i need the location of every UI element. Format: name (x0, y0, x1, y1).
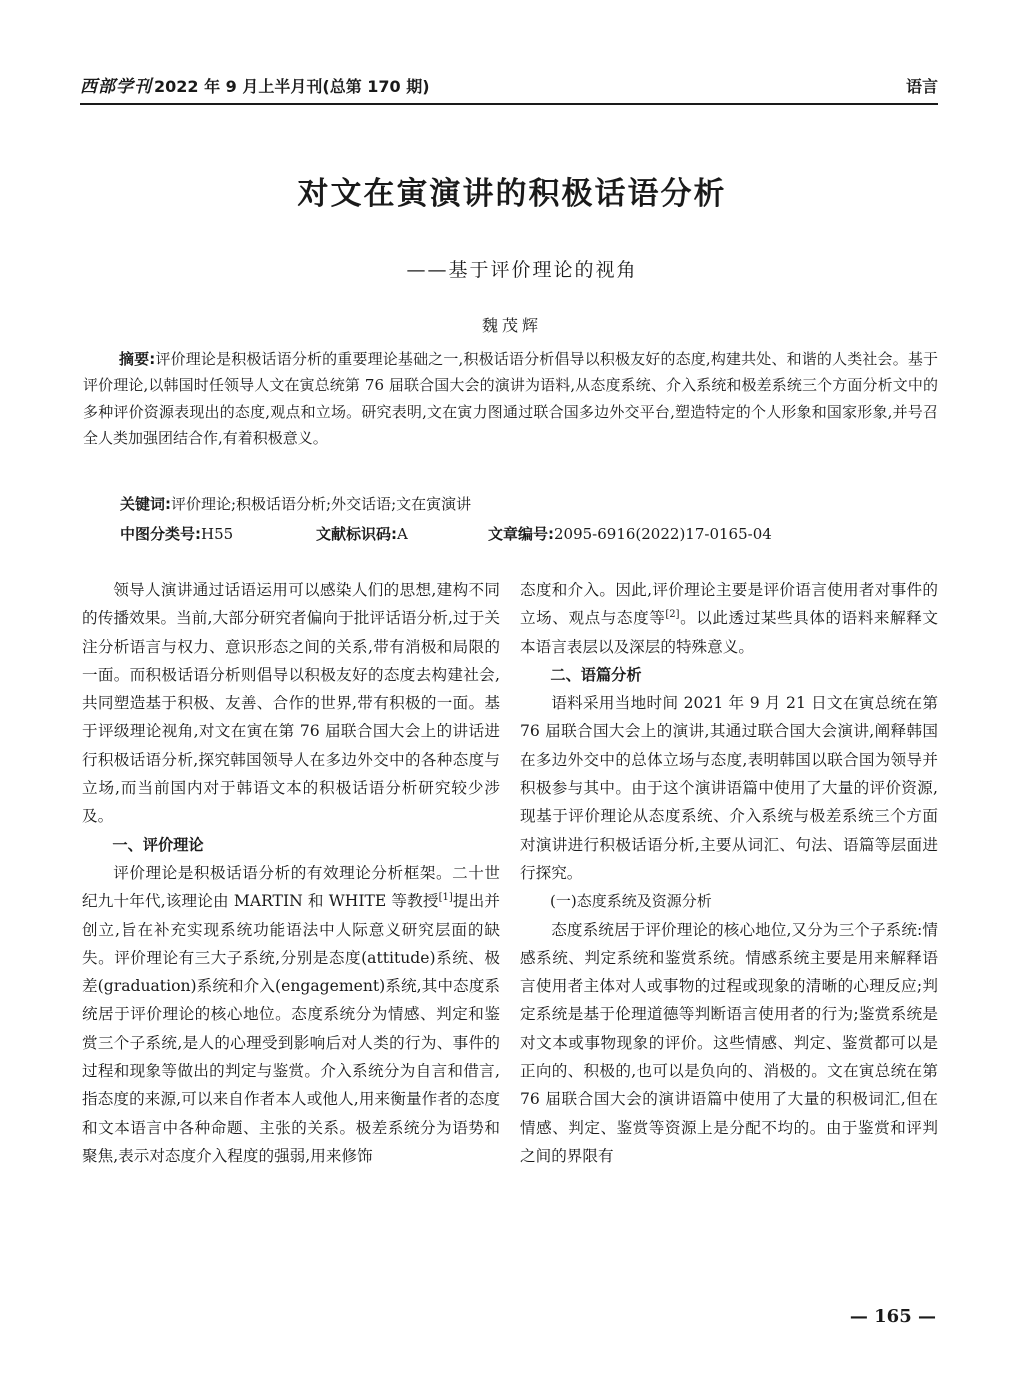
citation-ref[interactable]: [1] (438, 892, 453, 904)
body-paragraph: 语料采用当地时间 2021 年 9 月 21 日文在寅总统在第 76 届联合国大会上的演讲,其通过联合国大会演讲,阐释韩国在多边外交中的总体立场与态度,表明韩国以联合国为领导并积极参与其中。由于这个演讲语篇中使用了大量的评价资源,现基于评价理论从态度系统、介入系统与极差系统三个方面对演讲进行积极话语分析,主要从词汇、句法、语篇等层面进行探究。 (520, 694, 938, 882)
subsection-heading: (一)态度系统及资源分析 (550, 892, 712, 911)
body-column-left (82, 576, 500, 1170)
citation-ref[interactable]: [2] (665, 609, 680, 621)
running-header (80, 72, 938, 105)
body-paragraph: 领导人演讲通过话语运用可以感染人们的思想,建构不同的传播效果。当前,大部分研究者偏向于批评话语分析,过于关注分析语言与权力、意识形态之间的关系,带有消极和局限的一面。而积极话语分析则倡导以积极友好的态度去构建社会,共同塑造基于积极、友善、合作的世界,带有积极的一面。基于评级理论视角,对文在寅在第 76 届联合国大会上的讲话进行积极话语分析,探究韩国领导人在多边外交中的各种态度与立场,而当前国内对于韩语文本的积极话语分析研究较少涉及。 (82, 581, 500, 826)
article-title: 对文在寅演讲的积极话语分析 (297, 176, 727, 212)
section-heading: 一、评价理论 (112, 835, 204, 854)
page-number: — 165 — (849, 1306, 936, 1327)
body-paragraph: 评价理论是积极话语分析的有效理论分析框架。二十世纪九十年代,该理论由 MARTIN 和 WHITE 等教授[1]提出并创立,旨在补充实现系统功能语法中人际意义研究层面的缺失。评价理论有三大子系统,分别是态度(attitude)系统、极差(graduation)系统和介入(engagement)系统,其中态度系统居于评价理论的核心地位。态度系统分为情感、判定和鉴赏三个子系统,是人的心理受到影响后对人类的行为、事件的过程和现象等做出的判定与鉴赏。介入系统分为自言和借言,指态度的来源,可以来自作者本人或他人,用来衡量作者的态度和文本语言中各种命题、主张的关系。极差系统分为语势和聚焦,表示对态度介入程度的强弱,用来修饰 (82, 863, 500, 1165)
journal-issue: 2022 年 9 月上半月刊(总第 170 期) (154, 77, 430, 96)
article-number: 文章编号:2095-6916(2022)17-0165-04 (488, 525, 772, 543)
abstract-text: 评价理论是积极话语分析的重要理论基础之一,积极话语分析倡导以积极友好的态度,构建共处、和谐的人类社会。基于评价理论,以韩国时任领导人文在寅总统第 76 届联合国大会的演讲为语料,从态度系统、介入系统和极差系统三个方面分析文中的多种评价资源表现出的态度,观点和立场。研究表明,文在寅力图通过联合国多边外交平台,塑造特定的个人形象和国家形象,并号召全人类加强团结合作,有着积极意义。 (83, 350, 938, 447)
classification-line (120, 523, 772, 544)
abstract (83, 346, 938, 451)
clc-number: 中图分类号:H55 (120, 525, 234, 543)
author-name: 魏茂辉 (481, 316, 542, 335)
keywords-text: 评价理论;积极话语分析;外交话语;文在寅演讲 (171, 495, 472, 513)
keywords (120, 493, 471, 514)
article-subtitle: ——基于评价理论的视角 (406, 259, 638, 281)
header-left (80, 72, 430, 97)
section-heading: 二、语篇分析 (550, 665, 642, 684)
keywords-label: 关键词: (120, 495, 171, 513)
abstract-label: 摘要: (119, 350, 156, 368)
document-code: 文献标识码:A (316, 525, 408, 543)
body-paragraph: 态度和介入。因此,评价理论主要是评价语言使用者对事件的立场、观点与态度等[2]。以此透过某些具体的语料来解释文本语言表层以及深层的特殊意义。 (520, 581, 938, 656)
section-name: 语言 (905, 77, 938, 96)
body-column-right (520, 576, 938, 1170)
body-paragraph: 态度系统居于评价理论的核心地位,又分为三个子系统:情感系统、判定系统和鉴赏系统。情感系统主要是用来解释语言使用者主体对人或事物的过程或现象的清晰的心理反应;判定系统是基于伦理道德等判断语言使用者的行为;鉴赏系统是对文本或事物现象的评价。这些情感、判定、鉴赏都可以是正向的、积极的,也可以是负向的、消极的。文在寅总统在第 76 届联合国大会的演讲语篇中使用了大量的积极词汇,但在情感、判定、鉴赏等资源上是分配不均的。由于鉴赏和评判之间的界限有 (520, 920, 938, 1165)
journal-logo: 西部学刊 (80, 77, 152, 97)
